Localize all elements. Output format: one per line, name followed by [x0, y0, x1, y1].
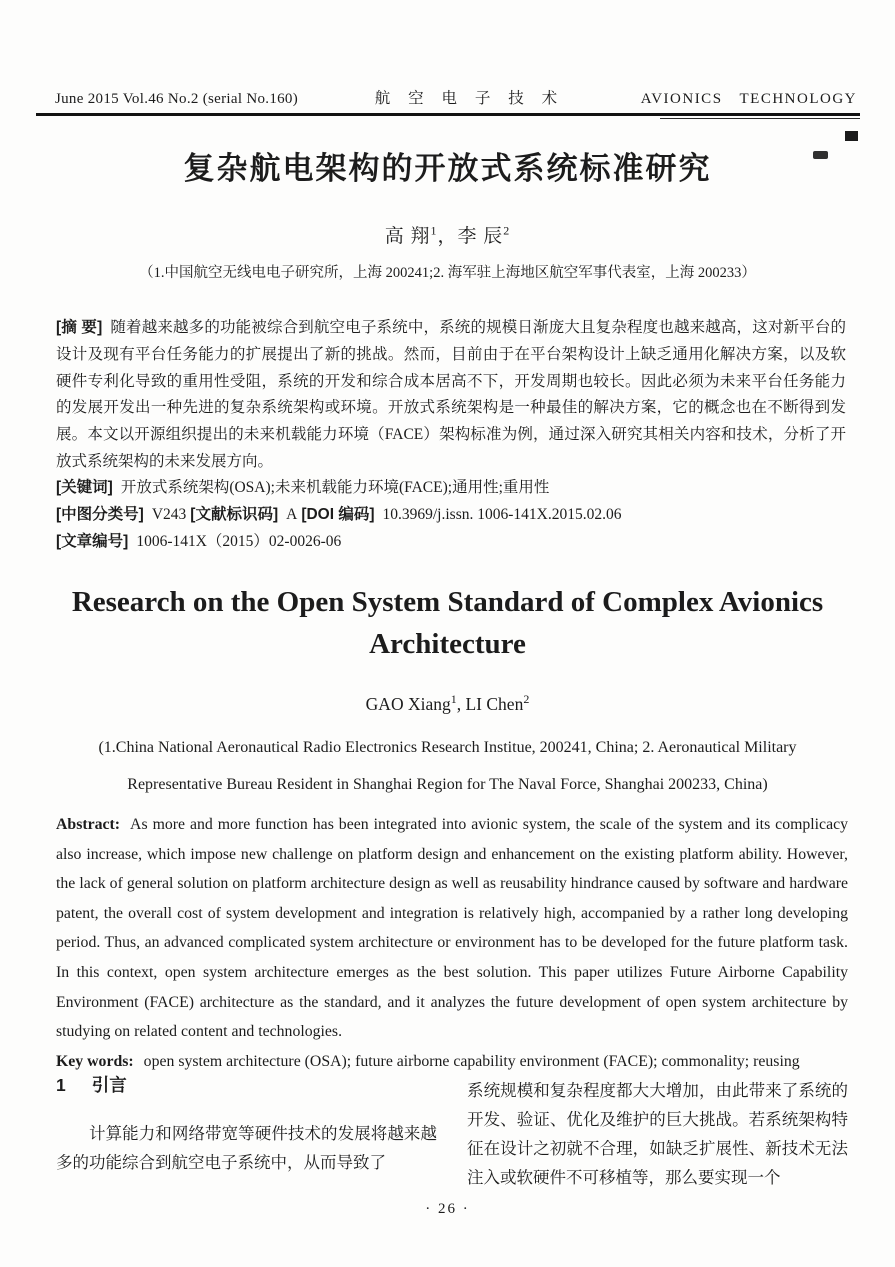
running-header	[55, 86, 857, 108]
abstract-text-en: As more and more function has been integrated into avionic system, the scale of the system and its complicacy also increase, which impose new challenge on platform design and enhancement on the existing platform ability. However, the lack of general solution on platform architecture design as well as reusability hindrance caused by software and hardware patent, the overall cost of system development and integration is relatively high, accompanied by a rather long developing period. Thus, an advanced complicated system architecture or environment has to be developed for the future platform task. In this context, open system architecture emerges as the best solution. This paper utilizes Future Airborne Capability Environment (FACE) architecture as the standard, and it analyzes the future development of open system architecture by studying on related content and technologies.	[56, 816, 848, 1041]
author-name-cn: 高 翔	[384, 226, 431, 247]
author-separator: ，	[437, 226, 458, 247]
abstract-label-cn: [摘 要]	[56, 319, 103, 336]
section-number: 1	[56, 1075, 66, 1095]
header-rule	[36, 113, 860, 116]
article-title-cn: 复杂航电架构的开放式系统标准研究	[183, 151, 712, 186]
keywords-text-en: open system architecture (OSA); future airborne capability environment (FACE); commonality; reusing	[143, 1052, 800, 1070]
scan-artifact	[845, 131, 858, 141]
author-name-en: LI Chen	[465, 693, 524, 714]
author-name-cn: 李 辰	[457, 226, 504, 247]
header-rule-secondary	[660, 118, 860, 119]
right-column	[467, 1072, 848, 1192]
classification-line	[56, 501, 846, 528]
author-affil-marker: 2	[503, 223, 511, 238]
author-name-en: GAO Xiang	[365, 693, 451, 714]
keywords-text-cn: 开放式系统架构(OSA);未来机载能力环境(FACE);通用性;重用性	[120, 479, 550, 496]
section-heading	[56, 1072, 437, 1097]
authors-cn	[0, 221, 895, 248]
author-separator: ,	[456, 693, 466, 714]
doc-code-label: [文献标识码]	[190, 506, 279, 523]
issue-info: June 2015 Vol.46 No.2 (serial No.160)	[55, 91, 299, 107]
doi-value: 10.3969/j.issn. 1006-141X.2015.02.06	[382, 506, 622, 523]
affiliation-en: (1.China National Aeronautical Radio Electronics Research Institue, 200241, China; 2. Aeronautical Military Representative Bureau Resident in Shanghai Region for The Naval Force, Shanghai 200233, China)	[98, 739, 797, 793]
abstract-text-cn: 随着越来越多的功能被综合到航空电子系统中，系统的规模日渐庞大且复杂程度也越来越高，这对新平台的设计及现有平台任务能力的扩展提出了新的挑战。然而，目前由于在平台架构设计上缺乏通用化解决方案，以及软硬件专利化导致的重用性受阻，系统的开发和综合成本居高不下，开发周期也较长。因此必须为未来平台任务能力的发展开发出一种先进的复杂系统架构或环境。开放式系统架构是一种最佳的解决方案，它的概念也在不断得到发展。本文以开源组织提出的未来机载能力环境（FACE）架构标准为例，通过深入研究其相关内容和技术，分析了开放式系统架构的未来发展方向。	[56, 319, 846, 470]
body-paragraph: 计算能力和网络带宽等硬件技术的发展将越来越多的功能综合到航空电子系统中，从而导致了	[56, 1124, 437, 1172]
abstract-en	[56, 810, 848, 1047]
journal-title-en: AVIONICS TECHNOLOGY	[640, 91, 857, 107]
article-id-label: [文章编号]	[56, 533, 129, 550]
article-id-value: 1006-141X（2015）02-0026-06	[136, 533, 342, 550]
authors-en	[0, 692, 895, 715]
body-columns	[56, 1072, 848, 1192]
doc-code-value: A	[286, 506, 298, 523]
abstract-en-block	[56, 810, 848, 1076]
keywords-label-en: Key words:	[56, 1052, 134, 1070]
article-title-en: Research on the Open System Standard of Complex Avionics Architecture	[71, 586, 824, 660]
doi-label: [DOI 编码]	[301, 506, 375, 523]
left-column	[56, 1072, 437, 1192]
abstract-cn	[56, 315, 846, 476]
clc-label: [中图分类号]	[56, 506, 144, 523]
section-title: 引言	[91, 1075, 127, 1095]
article-id-line	[56, 528, 846, 555]
author-affil-marker: 2	[523, 692, 530, 706]
article-meta	[56, 474, 846, 555]
keywords-label-cn: [关键词]	[56, 479, 113, 496]
affiliation-cn: （1.中国航空无线电电子研究所，上海 200241;2. 海军驻上海地区航空军事代表室，上海 200233）	[139, 265, 756, 281]
author-affil-marker: 1	[430, 223, 438, 238]
author-affil-marker: 1	[450, 692, 457, 706]
page-number: · 26 ·	[425, 1201, 470, 1217]
abstract-label-en: Abstract:	[56, 816, 121, 833]
journal-title-cn: 航 空 电 子 技 术	[374, 90, 565, 107]
body-paragraph: 系统规模和复杂程度都大大增加，由此带来了系统的开发、验证、优化及维护的巨大挑战。若系统架构特征在设计之初就不合理，如缺乏扩展性、新技术无法注入或软硬件不可移植等，那么要实现一个	[467, 1081, 848, 1187]
clc-value: V243	[151, 506, 187, 523]
keywords-cn-line	[56, 474, 846, 501]
